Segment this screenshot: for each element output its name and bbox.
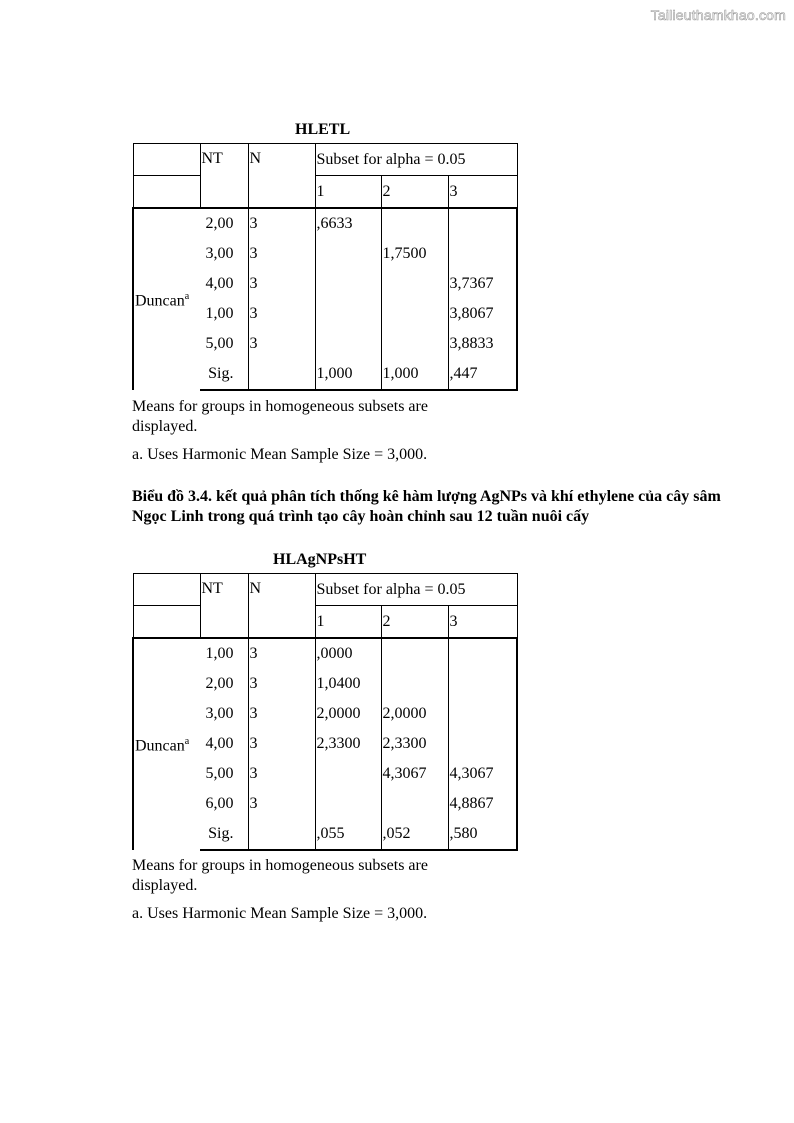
cell-s3 — [448, 239, 517, 269]
cell-n: 3 — [248, 208, 315, 239]
cell-s3: 4,3067 — [448, 759, 517, 789]
table1-hletl — [132, 143, 518, 391]
table2-footnote-harmonic: a. Uses Harmonic Mean Sample Size = 3,000. — [132, 905, 428, 922]
cell-nt: 1,00 — [200, 638, 248, 669]
cell-s2 — [381, 789, 448, 819]
cell-nt: 3,00 — [200, 239, 248, 269]
cell-n: 3 — [248, 299, 315, 329]
cell-s1: ,055 — [315, 819, 381, 850]
cell-s1: 1,0400 — [315, 669, 381, 699]
header-subset: Subset for alpha = 0.05 — [315, 574, 517, 606]
table-row — [133, 638, 517, 669]
subset-col-2: 2 — [381, 606, 448, 639]
subset-col-1: 1 — [315, 176, 381, 209]
cell-s1 — [315, 759, 381, 789]
subset-col-3: 3 — [448, 606, 517, 639]
cell-s1: ,6633 — [315, 208, 381, 239]
cell-s2 — [381, 669, 448, 699]
corner-cell-lower — [133, 176, 200, 209]
table2-title: HLAgNPsHT — [273, 551, 367, 568]
cell-n — [248, 819, 315, 850]
cell-s3 — [448, 729, 517, 759]
cell-s2: 2,0000 — [381, 699, 448, 729]
cell-n: 3 — [248, 699, 315, 729]
header-subset: Subset for alpha = 0.05 — [315, 144, 517, 176]
cell-n: 3 — [248, 789, 315, 819]
subset-col-1: 1 — [315, 606, 381, 639]
cell-nt: 2,00 — [200, 669, 248, 699]
cell-s2 — [381, 638, 448, 669]
cell-s2 — [381, 269, 448, 299]
corner-cell-lower — [133, 606, 200, 639]
cell-nt: 6,00 — [200, 789, 248, 819]
cell-s1 — [315, 789, 381, 819]
table-row — [133, 208, 517, 239]
group-label: Duncan$^a$ — [133, 638, 200, 850]
cell-nt: 4,00 — [200, 269, 248, 299]
cell-s2: 4,3067 — [381, 759, 448, 789]
subset-col-2: 2 — [381, 176, 448, 209]
cell-s1: ,0000 — [315, 638, 381, 669]
site-watermark: Tailieuthamkhao.com — [650, 7, 786, 23]
cell-s3: ,447 — [448, 359, 517, 390]
cell-s1 — [315, 239, 381, 269]
cell-s2: 2,3300 — [381, 729, 448, 759]
cell-nt: 3,00 — [200, 699, 248, 729]
cell-s1 — [315, 269, 381, 299]
cell-s1: 2,3300 — [315, 729, 381, 759]
figure-caption: Biểu đồ 3.4. kết quả phân tích thống kê hàm lượng AgNPs và khí ethylene của cây sâm Ngọc Linh trong quá trình tạo cây hoàn chỉnh sau 12 tuần nuôi cấy — [132, 488, 721, 525]
cell-s3 — [448, 208, 517, 239]
header-nt: NT — [200, 574, 248, 639]
cell-s2: 1,7500 — [381, 239, 448, 269]
cell-s1: 2,0000 — [315, 699, 381, 729]
cell-n — [248, 359, 315, 390]
cell-s3: 3,8067 — [448, 299, 517, 329]
cell-nt: 1,00 — [200, 299, 248, 329]
cell-n: 3 — [248, 729, 315, 759]
table1-footnote-harmonic: a. Uses Harmonic Mean Sample Size = 3,000. — [132, 446, 428, 463]
corner-cell — [133, 144, 200, 176]
cell-n: 3 — [248, 669, 315, 699]
cell-s3: 3,8833 — [448, 329, 517, 359]
table2-hlagnpsht — [132, 573, 518, 851]
cell-nt: 5,00 — [200, 759, 248, 789]
cell-s3: 4,8867 — [448, 789, 517, 819]
header-nt: NT — [200, 144, 248, 209]
cell-s1 — [315, 329, 381, 359]
cell-s1 — [315, 299, 381, 329]
cell-s2: ,052 — [381, 819, 448, 850]
cell-s3 — [448, 638, 517, 669]
table2-footnote-means: Means for groups in homogeneous subsets are displayed. — [132, 857, 428, 894]
subset-col-3: 3 — [448, 176, 517, 209]
table1-footnote-means: Means for groups in homogeneous subsets are displayed. — [132, 398, 428, 435]
header-n: N — [248, 144, 315, 209]
cell-n: 3 — [248, 759, 315, 789]
cell-s2 — [381, 208, 448, 239]
cell-n: 3 — [248, 239, 315, 269]
header-n: N — [248, 574, 315, 639]
table1-title: HLETL — [295, 121, 351, 138]
cell-n: 3 — [248, 638, 315, 669]
cell-s2 — [381, 329, 448, 359]
corner-cell — [133, 574, 200, 606]
cell-s3: ,580 — [448, 819, 517, 850]
cell-nt: Sig. — [200, 819, 248, 850]
cell-n: 3 — [248, 269, 315, 299]
cell-s3 — [448, 699, 517, 729]
cell-s1: 1,000 — [315, 359, 381, 390]
cell-s3 — [448, 669, 517, 699]
cell-nt: 2,00 — [200, 208, 248, 239]
cell-nt: Sig. — [200, 359, 248, 390]
group-label: Duncan$^a$ — [133, 208, 200, 390]
cell-s3: 3,7367 — [448, 269, 517, 299]
cell-s2 — [381, 299, 448, 329]
cell-s2: 1,000 — [381, 359, 448, 390]
cell-n: 3 — [248, 329, 315, 359]
cell-nt: 5,00 — [200, 329, 248, 359]
cell-nt: 4,00 — [200, 729, 248, 759]
